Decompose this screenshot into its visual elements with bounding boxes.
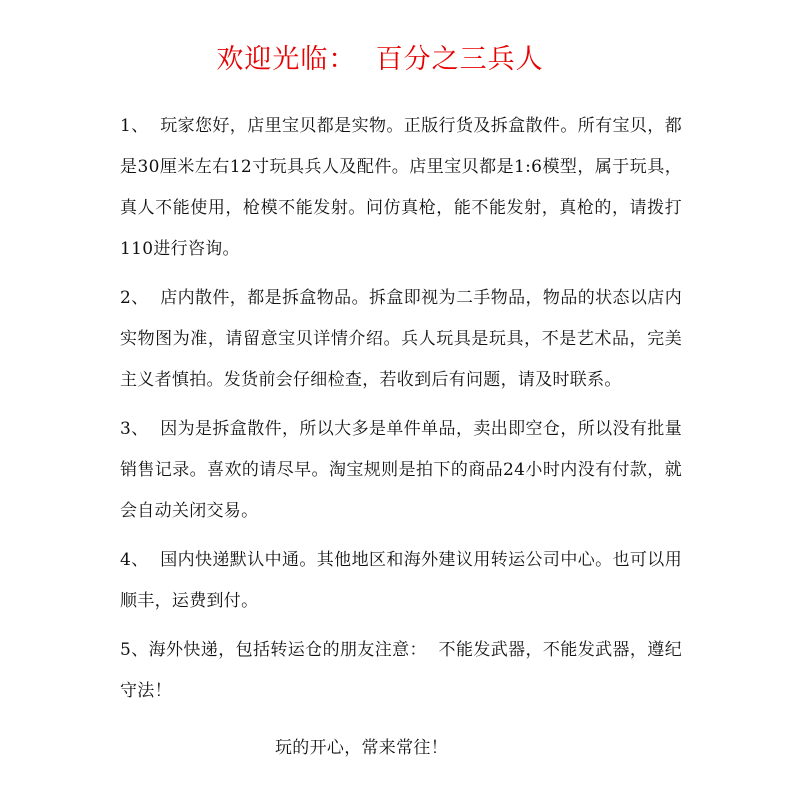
page-title: 欢迎光临： 百分之三兵人	[216, 44, 544, 75]
notice-list	[120, 106, 682, 720]
closing-message: 玩的开心，常来常往！	[275, 738, 448, 758]
notice-item-2: 2、 店内散件，都是拆盒物品。拆盒即视为二手物品，物品的状态以店内实物图为准，请留意宝贝详情介绍。兵人玩具是玩具，不是艺术品，完美主义者慎拍。发货前会仔细检查，若收到后有问题，请及时联系。	[120, 288, 682, 390]
notice-item-3: 3、 因为是拆盒散件，所以大多是单件单品，卖出即空仓，所以没有批量销售记录。喜欢的请尽早。淘宝规则是拍下的商品24小时内没有付款，就会自动关闭交易。	[120, 419, 682, 521]
notice-item-1: 1、 玩家您好，店里宝贝都是实物。正版行货及拆盒散件。所有宝贝，都是30厘米左右12寸玩具兵人及配件。店里宝贝都是1:6模型，属于玩具，真人不能使用，枪模不能发射。问仿真枪，能不能发射，真枪的，请拨打110进行咨询。	[120, 116, 682, 259]
notice-item-5: 5、海外快递，包括转运仓的朋友注意： 不能发武器，不能发武器，遵纪守法！	[120, 640, 682, 701]
notice-item-4: 4、 国内快递默认中通。其他地区和海外建议用转运公司中心。也可以用顺丰，运费到付。	[120, 550, 682, 611]
